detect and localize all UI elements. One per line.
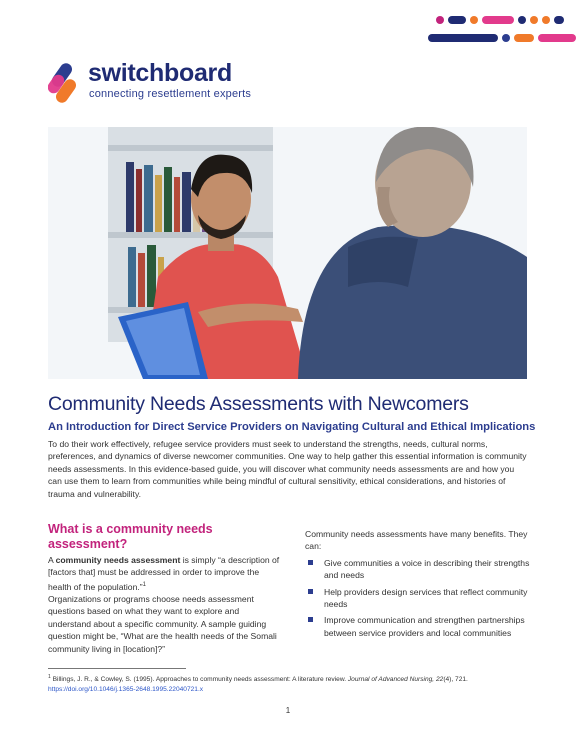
left-column xyxy=(48,554,284,655)
photo-two-men-conversation-icon xyxy=(48,127,527,379)
brand-tagline: connecting resettlement experts xyxy=(89,88,252,100)
right-column xyxy=(305,528,530,643)
list-item xyxy=(305,557,530,582)
bullet-square-icon xyxy=(308,617,313,622)
questions-paragraph: Organizations or programs choose needs assessment questions based on what they want to explore and understand about a specific community. A sample guiding question might be, “What are the health needs of the Somali community living in [location]?” xyxy=(48,594,277,654)
page-subtitle: An Introduction for Direct Service Providers on Navigating Cultural and Ethical Implications xyxy=(48,421,536,433)
list-item-text: Improve communication and strengthen partnerships between service providers and local communities xyxy=(324,615,525,638)
hero-photo xyxy=(48,127,527,379)
footnote-number: 1 xyxy=(48,674,51,680)
definition-lead: A xyxy=(48,555,56,565)
list-item-text: Help providers design services that reflect community needs xyxy=(324,586,528,610)
footnote-doi-link[interactable]: https://doi.org/10.1046/j.1365-2648.1995.22040721.x xyxy=(48,686,204,694)
benefits-intro: Community needs assessments have many benefits. They can: xyxy=(305,529,528,552)
footnote-divider xyxy=(48,668,186,669)
benefits-list xyxy=(305,557,530,639)
list-item-text: Give communities a voice in describing their strengths and needs xyxy=(324,557,530,581)
footnote xyxy=(48,672,538,695)
intro-paragraph: To do their work effectively, refugee service providers must seek to understand the strengths, needs, cultural norms, preferences, and dynamics of diverse newcomer communities. One way to help gather this essential information is community needs assessments. In this evidence-based guide, you will discover what community needs assessments are and how you can use them to learn from communities while being mindful of cultural sensitivity, ethical considerations, and histories of trauma and vulnerability. xyxy=(48,439,527,499)
brand-name: switchboard xyxy=(88,59,232,87)
footnote-journal: Journal of Advanced Nursing, 22 xyxy=(347,676,444,684)
definition-term: community needs assessment xyxy=(55,555,181,565)
section-heading: What is a community needs assessment? xyxy=(48,522,213,551)
list-item xyxy=(305,586,530,611)
switchboard-logo-icon xyxy=(48,62,82,104)
footnote-text-end: (4), 721. xyxy=(443,676,468,684)
page-number: 1 xyxy=(285,706,291,715)
bullet-square-icon xyxy=(308,560,313,565)
footnote-text: Billings, J. R., & Cowley, S. (1995). Approaches to community needs assessment: A literature review. xyxy=(50,676,348,684)
page-title: Community Needs Assessments with Newcomers xyxy=(48,393,469,415)
definition-paragraph xyxy=(48,554,284,593)
bullet-square-icon xyxy=(308,589,313,594)
definition-text: is simply “a description of [factors that] must be addressed in order to improve the health of the population.” xyxy=(48,555,280,592)
footnote-ref[interactable]: 1 xyxy=(142,581,146,588)
list-item xyxy=(305,614,530,639)
